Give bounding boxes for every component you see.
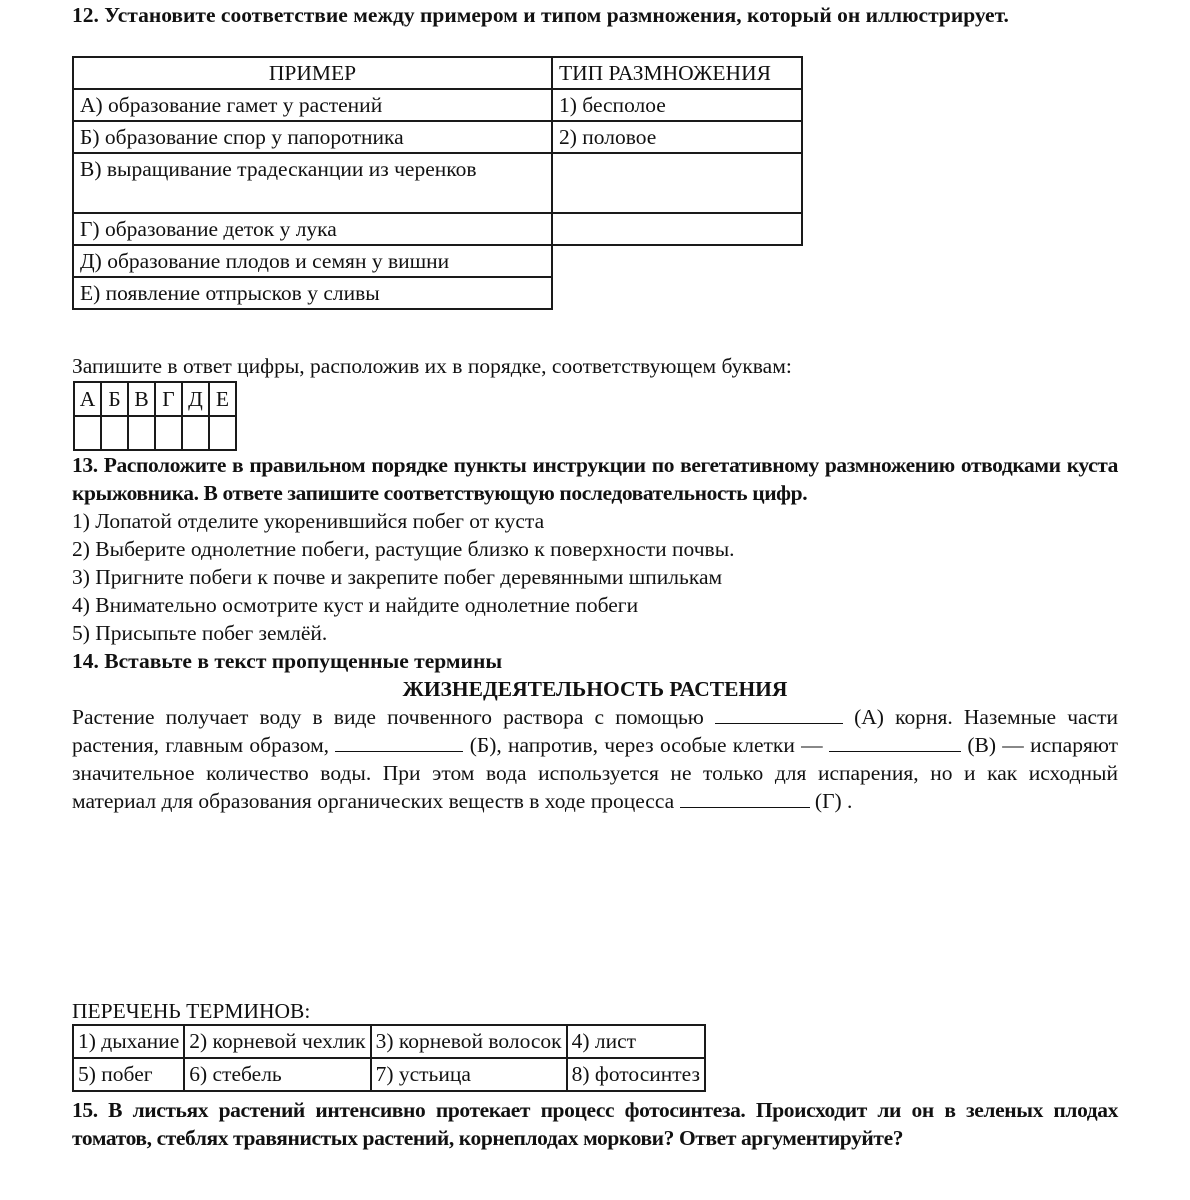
blank-space bbox=[552, 245, 802, 277]
answer-letter: Б bbox=[101, 382, 128, 416]
type-2: 2) половое bbox=[552, 121, 802, 153]
type-empty-cell bbox=[552, 153, 802, 213]
q13-item: 1) Лопатой отделите укоренившийся побег от куста bbox=[72, 509, 545, 533]
term-cell: 2) корневой чехлик bbox=[184, 1025, 370, 1058]
q14-title: 14. Вставьте в текст пропущенные термины bbox=[72, 649, 503, 673]
q14-text-part: (Г) . bbox=[814, 789, 853, 813]
term-cell: 8) фотосинтез bbox=[567, 1058, 705, 1091]
blank-a[interactable] bbox=[715, 703, 843, 724]
example-v: В) выращивание традесканции из черенков bbox=[73, 153, 552, 213]
type-empty-cell bbox=[552, 213, 802, 245]
answer-cell[interactable] bbox=[182, 416, 209, 450]
q14-text-part: (А) корня. Наземные части растения, главным образом, bbox=[72, 705, 1118, 757]
blank-space bbox=[552, 277, 802, 309]
col-header-example: ПРИМЕР bbox=[73, 57, 552, 89]
q13-item: 2) Выберите однолетние побеги, растущие близко к поверхности почвы. bbox=[72, 537, 735, 561]
q12-instruction: Запишите в ответ цифры, расположив их в порядке, соответствующем буквам: bbox=[72, 354, 792, 378]
term-cell: 5) побег bbox=[73, 1058, 184, 1091]
terms-table bbox=[72, 1024, 706, 1092]
term-cell: 6) стебель bbox=[184, 1058, 370, 1091]
example-d: Д) образование плодов и семян у вишни bbox=[73, 245, 552, 277]
answer-cell[interactable] bbox=[128, 416, 155, 450]
q14-text-part: (В) — испаряют значительное количество воды. При этом вода используется не только для испарения, но и как исходный материал для образования органических веществ в ходе процесса bbox=[72, 733, 1119, 813]
q14-text bbox=[72, 703, 1118, 815]
q14-text-part: (Б), напротив, через особые клетки — bbox=[469, 733, 823, 757]
answer-cell[interactable] bbox=[101, 416, 128, 450]
answer-letter: В bbox=[128, 382, 155, 416]
answer-letter: Е bbox=[209, 382, 236, 416]
q12-title: 12. Установите соответствие между примером и типом размножения, который он иллюстрирует. bbox=[72, 3, 1009, 27]
answer-letter: Д bbox=[182, 382, 209, 416]
term-cell: 1) дыхание bbox=[73, 1025, 184, 1058]
blank-b[interactable] bbox=[335, 731, 463, 752]
q14-text-part: Растение получает воду в виде почвенного раствора с помощью bbox=[72, 705, 704, 729]
blank-g[interactable] bbox=[680, 787, 810, 808]
type-1: 1) бесполое bbox=[552, 89, 802, 121]
answer-letter: А bbox=[74, 382, 101, 416]
q13-item: 5) Присыпьте побег землёй. bbox=[72, 621, 328, 645]
q12-match-table bbox=[72, 56, 803, 310]
term-cell: 7) устьица bbox=[371, 1058, 567, 1091]
answer-cell[interactable] bbox=[155, 416, 182, 450]
col-header-type: ТИП РАЗМНОЖЕНИЯ bbox=[552, 57, 802, 89]
term-cell: 4) лист bbox=[567, 1025, 705, 1058]
term-cell: 3) корневой волосок bbox=[371, 1025, 567, 1058]
q14-subtitle: ЖИЗНЕДЕЯТЕЛЬНОСТЬ РАСТЕНИЯ bbox=[402, 677, 788, 701]
q15-title: 15. В листьях растений интенсивно протекает процесс фотосинтеза. Происходит ли он в зеленых плодах томатов, стеблях травянистых растений, корнеплодах моркови? Ответ аргументируйте? bbox=[72, 1098, 1118, 1150]
q13-title: 13. Расположите в правильном порядке пункты инструкции по вегетативному размножению отводками куста крыжовника. В ответе запишите соответствующую последовательность цифр. bbox=[72, 453, 1118, 505]
example-e: Е) появление отпрысков у сливы bbox=[73, 277, 552, 309]
answer-cell[interactable] bbox=[74, 416, 101, 450]
q13-item: 3) Пригните побеги к почве и закрепите побег деревянными шпилькам bbox=[72, 565, 723, 589]
answer-cell[interactable] bbox=[209, 416, 236, 450]
q13-item: 4) Внимательно осмотрите куст и найдите однолетние побеги bbox=[72, 593, 639, 617]
example-g: Г) образование деток у лука bbox=[73, 213, 552, 245]
blank-v[interactable] bbox=[829, 731, 961, 752]
answer-letter: Г bbox=[155, 382, 182, 416]
example-b: Б) образование спор у папоротника bbox=[73, 121, 552, 153]
example-a: А) образование гамет у растений bbox=[73, 89, 552, 121]
terms-label: ПЕРЕЧЕНЬ ТЕРМИНОВ: bbox=[72, 999, 311, 1023]
q12-answer-grid bbox=[73, 381, 237, 451]
